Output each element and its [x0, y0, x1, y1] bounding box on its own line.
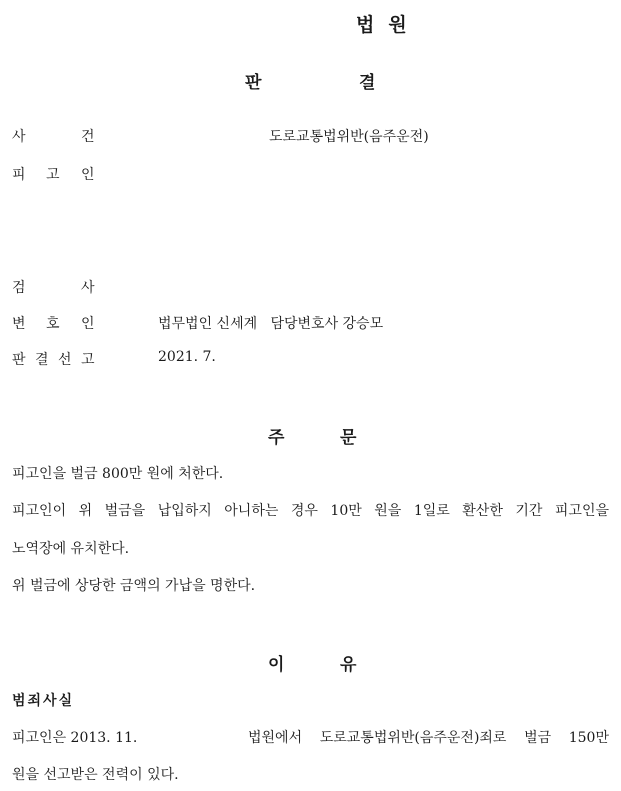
order-line-2: 피고인이 위 벌금을 납입하지 아니하는 경우 10만 원을 1일로 환산한 기간 피고인을 — [12, 503, 609, 519]
prosecutor-label-char-1: 검 — [12, 280, 26, 296]
defendant-label-char-3: 인 — [81, 167, 95, 183]
order-heading-char-2: 문 — [340, 428, 357, 448]
reasons-heading-char-1: 이 — [268, 655, 285, 675]
facts-line-1-right: 법원에서 도로교통법위반(음주운전)죄로 벌금 150만 — [248, 730, 609, 746]
counsel-label-char-3: 인 — [81, 316, 95, 332]
sentencing-label-char-4: 고 — [81, 352, 95, 368]
prosecutor-label-char-2: 사 — [81, 280, 95, 296]
case-value: 도로교통법위반(음주운전) — [269, 129, 429, 145]
order-line-3: 노역장에 유치한다. — [12, 541, 130, 557]
counsel-label-char-1: 변 — [12, 316, 26, 332]
title-char-1: 판 — [245, 73, 262, 93]
defendant-label-char-1: 피 — [12, 167, 26, 183]
sentencing-value: 2021. 7. — [158, 349, 216, 365]
facts-line-2: 원을 선고받은 전력이 있다. — [12, 767, 179, 783]
order-line-1: 피고인을 벌금 800만 원에 처한다. — [12, 466, 224, 482]
sentencing-label-char-3: 선 — [58, 352, 72, 368]
court-name: 법원 — [356, 14, 421, 36]
counsel-value: 법무법인 신세계 담당변호사 강승모 — [158, 316, 384, 332]
facts-line-1-left: 피고인은 2013. 11. — [12, 730, 138, 746]
sentencing-label-char-1: 판 — [12, 352, 26, 368]
order-line-4: 위 벌금에 상당한 금액의 가납을 명한다. — [12, 578, 256, 594]
reasons-heading-char-2: 유 — [340, 655, 357, 675]
case-label-char-2: 건 — [81, 129, 95, 145]
case-label-char-1: 사 — [12, 129, 26, 145]
title-char-2: 결 — [359, 73, 376, 93]
defendant-label-char-2: 고 — [46, 167, 60, 183]
counsel-label-char-2: 호 — [46, 316, 60, 332]
sentencing-label-char-2: 결 — [35, 352, 49, 368]
order-heading-char-1: 주 — [268, 428, 285, 448]
facts-subheading: 범죄사실 — [12, 693, 75, 709]
